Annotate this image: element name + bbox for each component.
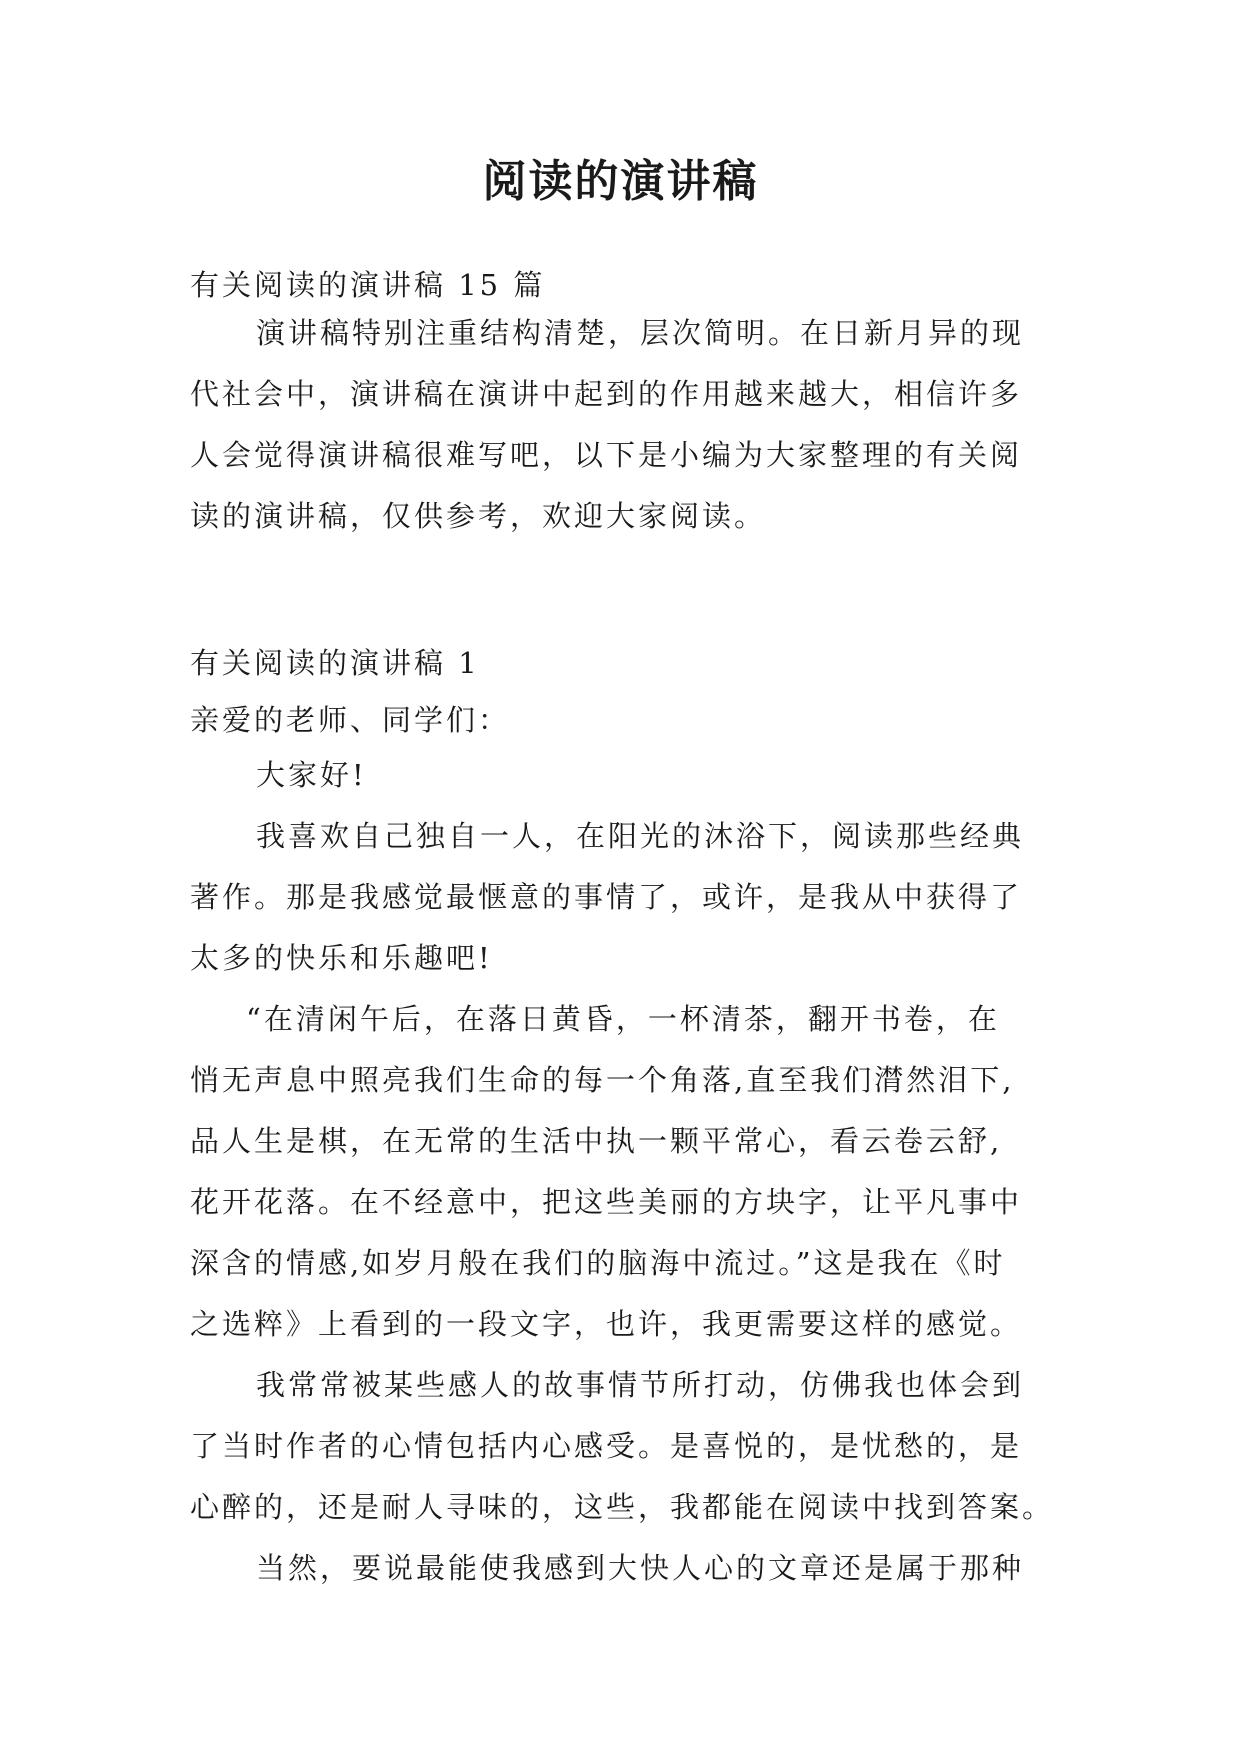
salutation: 亲爱的老师、同学们： (190, 703, 511, 737)
body-line: 品人生是棋，在无常的生活中执一颗平常心，看云卷云舒, (190, 1124, 1003, 1158)
intro-paragraph (190, 303, 1050, 547)
speech-body (190, 745, 1055, 1599)
intro-line: 演讲稿特别注重结构清楚，层次简明。在日新月异的现 (256, 316, 1025, 350)
section-heading-block (190, 643, 1050, 683)
intro-line: 读的演讲稿，仅供参考，欢迎大家阅读。 (190, 499, 767, 533)
body-line: 悄无声息中照亮我们生命的每一个角落,直至我们潸然泪下, (190, 1063, 1015, 1097)
intro-line: 代社会中，演讲稿在演讲中起到的作用越来越大，相信许多 (190, 377, 1023, 411)
body-line: 之选粹》上看到的一段文字，也许，我更需要这样的感觉。 (190, 1307, 1023, 1341)
body-line: 著作。那是我感觉最惬意的事情了，或许，是我从中获得了 (190, 880, 1023, 914)
body-line: 我喜欢自己独自一人，在阳光的沐浴下，阅读那些经典 (256, 819, 1025, 853)
document-title: 阅读的演讲稿 (482, 156, 759, 207)
body-line: 花开花落。在不经意中，把这些美丽的方块字，让平凡事中 (190, 1185, 1023, 1219)
section-heading: 有关阅读的演讲稿 1 (190, 646, 480, 680)
document-subtitle: 有关阅读的演讲稿 15 篇 (190, 268, 546, 302)
body-line: 了当时作者的心情包括内心感受。是喜悦的，是忧愁的，是 (190, 1429, 1023, 1463)
body-line: 心醉的，还是耐人寻味的，这些，我都能在阅读中找到答案。 (190, 1490, 1055, 1524)
body-line: 深含的情感,如岁月般在我们的脑海中流过。”这是我在《时 (190, 1246, 1006, 1280)
body-line: 当然，要说最能使我感到大快人心的文章还是属于那种 (256, 1551, 1025, 1585)
salutation-block (190, 700, 1050, 740)
intro-line: 人会觉得演讲稿很难写吧，以下是小编为大家整理的有关阅 (190, 438, 1023, 472)
subtitle-block (190, 265, 1050, 305)
body-line: 我常常被某些感人的故事情节所打动，仿佛我也体会到 (256, 1368, 1025, 1402)
body-line: 太多的快乐和乐趣吧! (190, 941, 493, 975)
body-line: “在清闲午后，在落日黄昏，一杯清茶，翻开书卷，在 (246, 1002, 1000, 1036)
body-line: 大家好! (256, 758, 367, 792)
